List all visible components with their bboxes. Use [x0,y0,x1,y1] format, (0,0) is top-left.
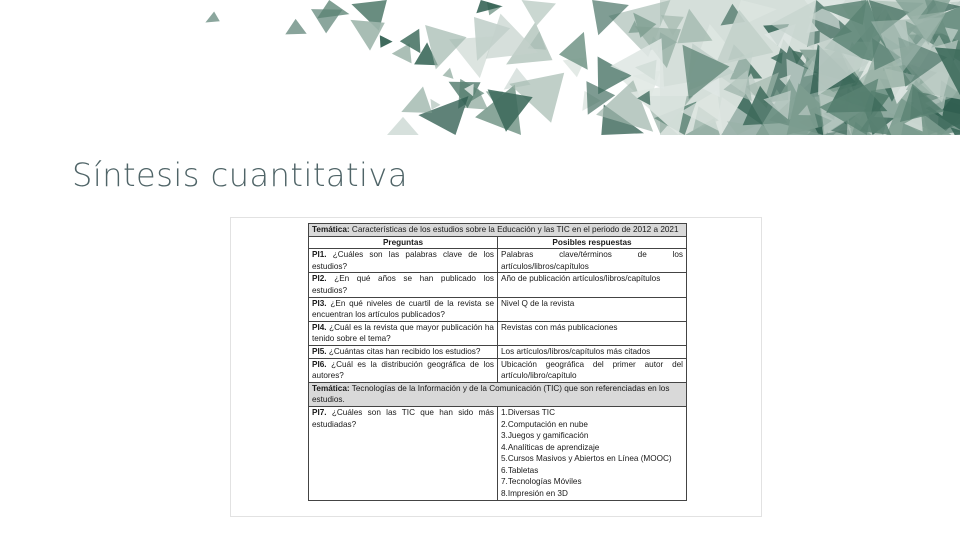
question-cell [309,358,498,382]
topic-row-2 [309,382,687,406]
questions-header: Preguntas [309,236,498,249]
answers-header: Posibles respuestas [498,236,687,249]
question-cell [309,273,498,297]
table-row [309,321,687,345]
tic-list [501,407,683,500]
topic-label: Temática: [312,225,350,234]
list-item: 4.Analíticas de aprendizaje [501,442,600,452]
topic-label: Temática: [312,383,350,393]
header-row [309,236,687,249]
question-cell [309,249,498,273]
question-id: PI1. [312,250,327,260]
table-row [309,297,687,321]
table-screenshot [230,217,762,517]
answer-cell: Los artículos/libros/capítulos más citados [498,345,687,358]
question-id: PI7. [312,407,327,417]
answer-cell: Ubicación geográfica del primer autor del artículo/libro/capítulo [498,358,687,382]
question-text: ¿Cuál es la distribución geográfica de los autores? [312,359,494,381]
table-row [309,406,687,500]
question-id: PI6. [312,359,327,369]
answer-cell: Palabras clave/términos de los artículos/libros/capítulos [498,249,687,273]
list-item: 6.Tabletas [501,465,539,475]
research-questions-table [308,223,687,501]
question-text: ¿Cuáles son las palabras clave de los estudios? [312,250,494,271]
question-id: PI3. [312,298,327,308]
slide-title: Síntesis cuantitativa [72,156,408,194]
question-text: ¿Cuáles son las TIC que han sido más estudiadas? [312,407,494,429]
list-item: 5.Cursos Masivos y Abiertos en Línea (MOOC) [501,454,672,464]
topic-text: Tecnologías de la Información y de la Comunicación (TIC) que son referenciadas en los estudios. [312,383,670,405]
list-item: 2.Computación en nube [501,419,588,429]
question-id: PI2. [312,274,327,284]
topic-row-1 [309,224,687,237]
question-text: ¿En qué niveles de cuartil de la revista se encuentran los artículos publicados? [312,298,494,320]
topic-text: Características de los estudios sobre la Educación y las TIC en el periodo de 2012 a 2021 [351,225,679,234]
question-id: PI5. [312,346,327,356]
list-item: 3.Juegos y gamificación [501,431,589,441]
answer-cell [498,406,687,500]
decorative-triangle-pattern [0,0,960,140]
table-row [309,345,687,358]
question-cell [309,406,498,500]
table-row [309,249,687,273]
question-text: ¿Cuántas citas han recibido los estudios? [328,346,481,356]
table-row [309,358,687,382]
answer-cell: Revistas con más publicaciones [498,321,687,345]
question-cell [309,297,498,321]
question-text: ¿En qué años se han publicado los estudios? [312,274,495,295]
question-id: PI4. [312,322,327,332]
question-text: ¿Cuál es la revista que mayor publicación ha tenido sobre el tema? [312,322,494,344]
answer-cell: Nivel Q de la revista [498,297,687,321]
list-item: 8.Impresión en 3D [501,489,568,499]
list-item: 7.Tecnologías Móviles [501,477,582,487]
list-item: 1.Diversas TIC [501,407,555,417]
table-row [309,273,687,297]
question-cell [309,321,498,345]
answer-cell: Año de publicación artículos/libros/capítulos [498,273,687,297]
question-cell [309,345,498,358]
